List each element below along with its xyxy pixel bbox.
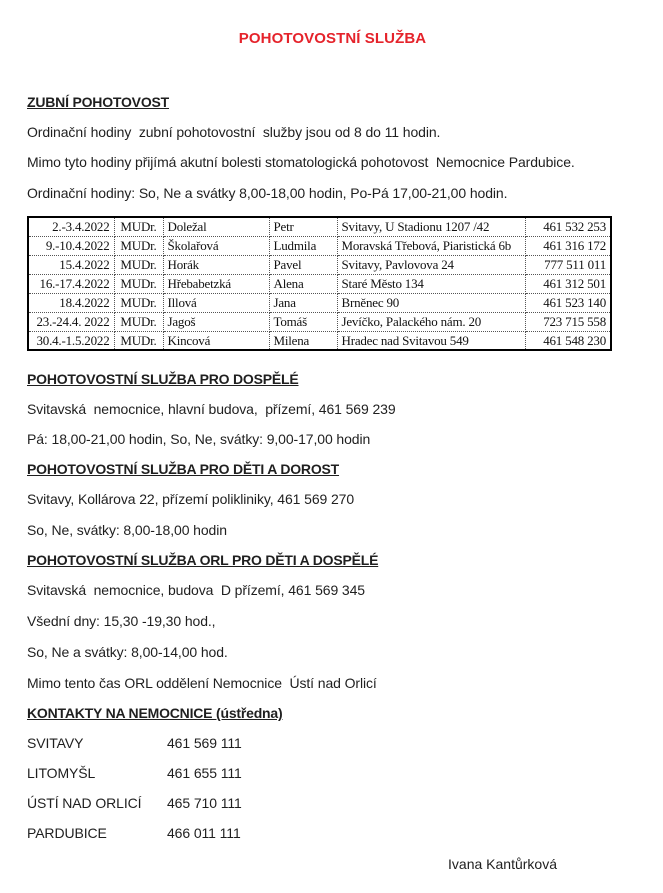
table-row — [28, 312, 611, 331]
cell-phone: 461 316 172 — [525, 236, 611, 255]
cell-title: MUDr. — [114, 312, 163, 331]
table-row — [28, 274, 611, 293]
section-heading-adults: POHOTOVOSTNÍ SLUŽBA PRO DOSPĚLÉ — [27, 371, 299, 387]
cell-date: 23.-24.4. 2022 — [28, 312, 114, 331]
cell-first-name: Milena — [269, 331, 337, 350]
cell-first-name: Pavel — [269, 255, 337, 274]
cell-address: Brněnec 90 — [337, 293, 525, 312]
cell-date: 15.4.2022 — [28, 255, 114, 274]
cell-first-name: Tomáš — [269, 312, 337, 331]
contact-phone: 461 569 111 — [167, 735, 242, 751]
cell-title: MUDr. — [114, 236, 163, 255]
children-hours-paragraph: So, Ne, svátky: 8,00-18,00 hodin — [27, 522, 227, 538]
cell-surname: Doležal — [163, 217, 269, 236]
orl-weekday-hours-paragraph: Všední dny: 15,30 -19,30 hod., — [27, 613, 216, 629]
children-location-paragraph: Svitavy, Kollárova 22, přízemí polikliniky, 461 569 270 — [27, 491, 355, 507]
table-row — [28, 236, 611, 255]
cell-address: Hradec nad Svitavou 549 — [337, 331, 525, 350]
section-heading-children: POHOTOVOSTNÍ SLUŽBA PRO DĚTI A DOROST — [27, 461, 340, 477]
cell-date: 18.4.2022 — [28, 293, 114, 312]
adults-hours-paragraph: Pá: 18,00-21,00 hodin, So, Ne, svátky: 9,00-17,00 hodin — [27, 431, 371, 447]
adults-location-paragraph: Svitavská nemocnice, hlavní budova, přízemí, 461 569 239 — [27, 401, 396, 417]
contact-city: PARDUBICE — [27, 825, 107, 841]
cell-first-name: Alena — [269, 274, 337, 293]
cell-address: Moravská Třebová, Piaristická 6b — [337, 236, 525, 255]
dental-duty-table — [27, 216, 612, 351]
contact-row-litomysl — [27, 765, 638, 782]
cell-address: Jevíčko, Palackého nám. 20 — [337, 312, 525, 331]
cell-phone: 777 511 011 — [525, 255, 611, 274]
cell-surname: Horák — [163, 255, 269, 274]
table-row — [28, 255, 611, 274]
cell-phone: 461 312 501 — [525, 274, 611, 293]
cell-title: MUDr. — [114, 255, 163, 274]
table-row — [28, 331, 611, 350]
cell-date: 16.-17.4.2022 — [28, 274, 114, 293]
contact-phone: 465 710 111 — [167, 795, 242, 811]
cell-first-name: Jana — [269, 293, 337, 312]
cell-address: Svitavy, Pavlovova 24 — [337, 255, 525, 274]
cell-surname: Hřebabetzká — [163, 274, 269, 293]
section-heading-dental: ZUBNÍ POHOTOVOST — [27, 94, 169, 110]
cell-date: 30.4.-1.5.2022 — [28, 331, 114, 350]
contact-phone: 461 655 111 — [167, 765, 242, 781]
cell-phone: 461 532 253 — [525, 217, 611, 236]
table-row — [28, 293, 611, 312]
document-title: POHOTOVOSTNÍ SLUŽBA — [238, 30, 427, 47]
contact-city: ÚSTÍ NAD ORLICÍ — [27, 795, 142, 811]
cell-title: MUDr. — [114, 274, 163, 293]
contact-phone: 466 011 111 — [167, 825, 241, 841]
contact-city: LITOMYŠL — [27, 765, 96, 781]
table-row — [28, 217, 611, 236]
contact-row-svitavy — [27, 735, 638, 752]
contact-row-pardubice — [27, 825, 638, 842]
contact-row-usti — [27, 795, 638, 812]
cell-first-name: Ludmila — [269, 236, 337, 255]
section-heading-orl: POHOTOVOSTNÍ SLUŽBA ORL PRO DĚTI A DOSPĚLÉ — [27, 552, 379, 568]
cell-title: MUDr. — [114, 331, 163, 350]
dental-hours-paragraph: Ordinační hodiny zubní pohotovostní služby jsou od 8 do 11 hodin. — [27, 124, 441, 140]
cell-surname: Kincová — [163, 331, 269, 350]
cell-phone: 461 548 230 — [525, 331, 611, 350]
cell-surname: Školařová — [163, 236, 269, 255]
cell-address: Staré Město 134 — [337, 274, 525, 293]
cell-date: 2.-3.4.2022 — [28, 217, 114, 236]
cell-first-name: Petr — [269, 217, 337, 236]
cell-title: MUDr. — [114, 293, 163, 312]
cell-phone: 723 715 558 — [525, 312, 611, 331]
cell-date: 9.-10.4.2022 — [28, 236, 114, 255]
dental-schedule-paragraph: Ordinační hodiny: So, Ne a svátky 8,00-18,00 hodin, Po-Pá 17,00-21,00 hodin. — [27, 185, 508, 201]
cell-surname: Jagoš — [163, 312, 269, 331]
orl-offhours-paragraph: Mimo tento čas ORL oddělení Nemocnice Ústí nad Orlicí — [27, 675, 377, 691]
cell-title: MUDr. — [114, 217, 163, 236]
cell-address: Svitavy, U Stadionu 1207 /42 — [337, 217, 525, 236]
section-heading-contacts: KONTAKTY NA NEMOCNICE (ústředna) — [27, 705, 283, 721]
dental-offhours-paragraph: Mimo tyto hodiny přijímá akutní bolesti stomatologická pohotovost Nemocnice Pardubice. — [27, 154, 575, 170]
orl-weekend-hours-paragraph: So, Ne a svátky: 8,00-14,00 hod. — [27, 644, 228, 660]
orl-location-paragraph: Svitavská nemocnice, budova D přízemí, 461 569 345 — [27, 582, 365, 598]
cell-surname: Illová — [163, 293, 269, 312]
cell-phone: 461 523 140 — [525, 293, 611, 312]
author-signature: Ivana Kantůrková — [448, 856, 557, 872]
contact-city: SVITAVY — [27, 735, 84, 751]
